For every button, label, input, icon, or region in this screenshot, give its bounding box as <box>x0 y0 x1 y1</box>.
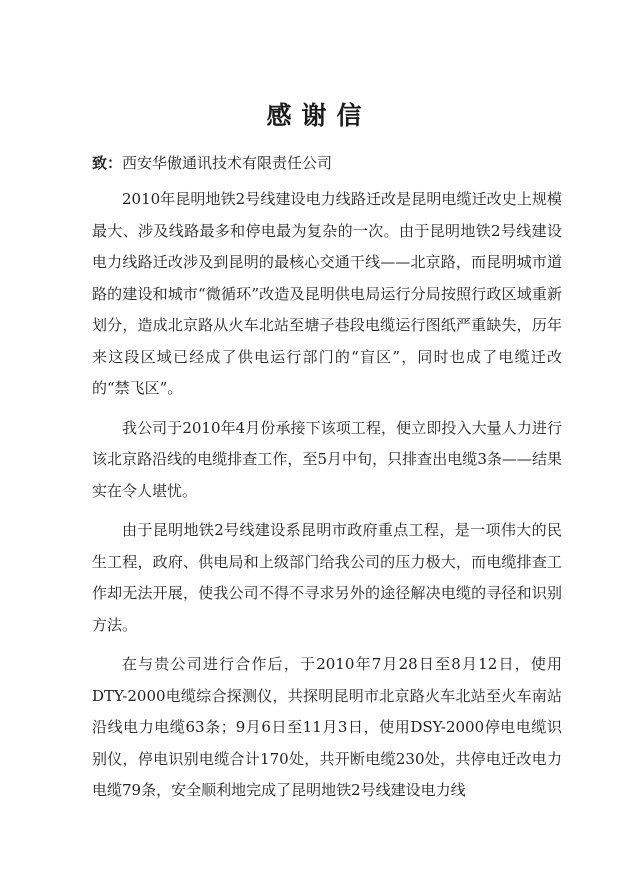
salutation <box>92 152 332 173</box>
salutation-label: 致： <box>92 154 123 172</box>
body-paragraph-2: 我公司于2010年4月份承接下该项工程，便立即投入大量人力进行该北京路沿线的电缆排查工作，至5月中旬，只排查出电缆3条——结果实在令人堪忧。 <box>92 418 562 500</box>
letter-body <box>92 184 562 807</box>
body-paragraph-1: 2010年昆明地铁2号线建设电力线路迁改是昆明电缆迁改史上规模最大、涉及线路最多和停电最为复杂的一次。由于昆明地铁2号线建设电力线路迁改涉及到昆明的最核心交通干线——北京路，而昆明城市道路的建设和城市“微循环”改造及昆明供电局运行分局按照行政区域重新划分，造成北京路从火车北站至塘子巷段电缆运行图纸严重缺失，历年来这段区域已经成了供电运行部门的“盲区”，同时也成了电缆迁改的“禁飞区”。 <box>92 190 562 397</box>
body-paragraph-4: 在与贵公司进行合作后，于2010年7月28日至8月12日，使用DTY-2000电缆综合探测仪，共探明昆明市北京路火车北站至火车南站沿线电力电缆63条；9月6日至11月3日，使用DSY-2000停电电缆识别仪，停电识别电缆合计170处，共开断电缆230处，共停电迁改电力电缆79条，安全顺利地完成了昆明地铁2号线建设电力线 <box>92 655 562 799</box>
recipient-name: 西安华傲通讯技术有限责任公司 <box>122 154 333 172</box>
body-paragraph-3: 由于昆明地铁2号线建设系昆明市政府重点工程，是一项伟大的民生工程，政府、供电局和上级部门给我公司的压力极大，而电缆排查工作却无法开展，使我公司不得不寻求另外的途径解决电缆的寻径和识别方法。 <box>92 521 562 634</box>
letter-title: 感谢信 <box>266 101 372 130</box>
